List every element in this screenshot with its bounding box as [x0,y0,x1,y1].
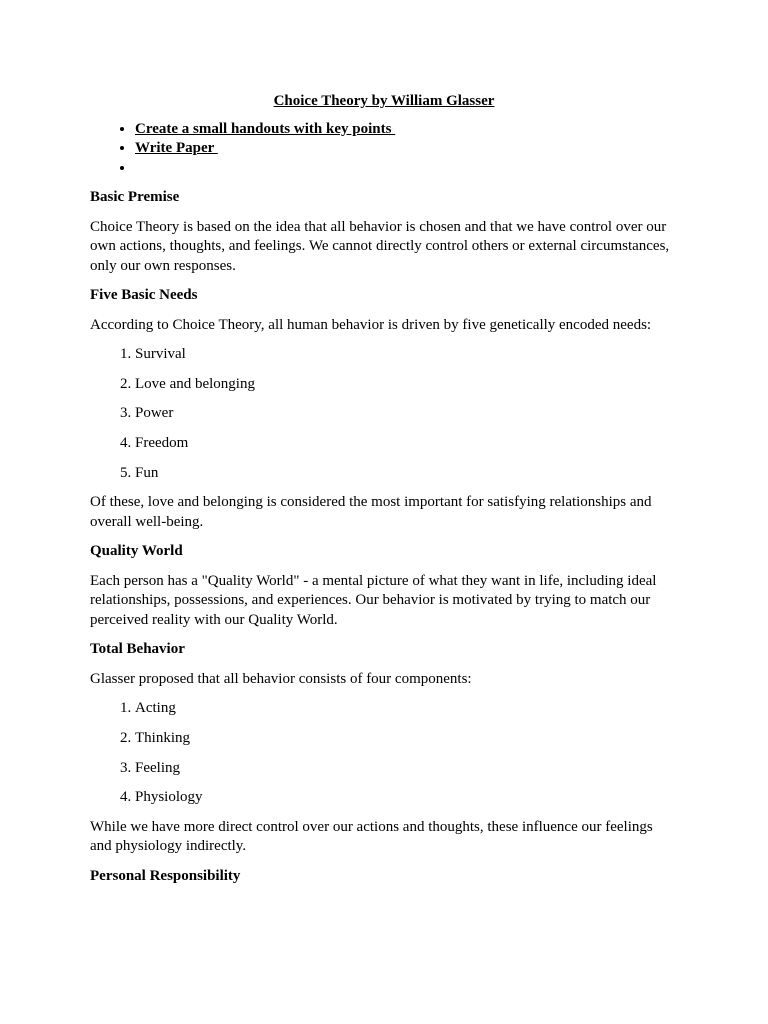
list-item: 2. Thinking [135,729,678,749]
total-behavior-list [90,699,678,808]
task-item-write-paper: • Write Paper [135,139,678,159]
quality-world-paragraph: Each person has a "Quality World" - a mental picture of what they want in life, including ideal relationships, possessions, and experiences. Our behavior is motivated by trying to match our perceived reality with our Quality World. [90,572,657,628]
five-needs-intro: According to Choice Theory, all human behavior is driven by five genetically encoded needs: [90,316,652,333]
section-heading-five-basic-needs: Five Basic Needs [90,287,198,303]
document-title: Choice Theory by William Glasser [273,93,495,109]
list-item: 3. Power [135,404,678,424]
section-heading-basic-premise: Basic Premise [90,189,180,205]
list-item: 5. Fun [135,464,678,484]
total-behavior-outro: While we have more direct control over our actions and thoughts, these influence our feelings and physiology indirectly. [90,818,653,855]
list-item: 4. Freedom [135,434,678,454]
task-list [90,120,678,179]
task-item-empty [135,159,678,179]
section-heading-personal-responsibility: Personal Responsibility [90,867,241,884]
five-needs-list [90,345,678,483]
basic-premise-paragraph: Choice Theory is based on the idea that all behavior is chosen and that we have control over our own actions, thoughts, and feelings. We cannot directly control others or external circumstances, only our own responses. [90,218,670,274]
list-item: 4. Physiology [135,788,678,808]
list-item: 3. Feeling [135,759,678,779]
list-item: 1. Survival [135,345,678,365]
total-behavior-intro: Glasser proposed that all behavior consists of four components: [90,670,472,687]
list-item: 1. Acting [135,699,678,719]
five-needs-outro: Of these, love and belonging is considered the most important for satisfying relationships and overall well-being. [90,494,652,530]
document-body [90,92,678,896]
section-heading-quality-world: Quality World [90,543,183,560]
task-item-handouts: • Create a small handouts with key points [135,120,678,140]
section-heading-total-behavior: Total Behavior [90,641,185,658]
list-item: 2. Love and belonging [135,375,678,395]
